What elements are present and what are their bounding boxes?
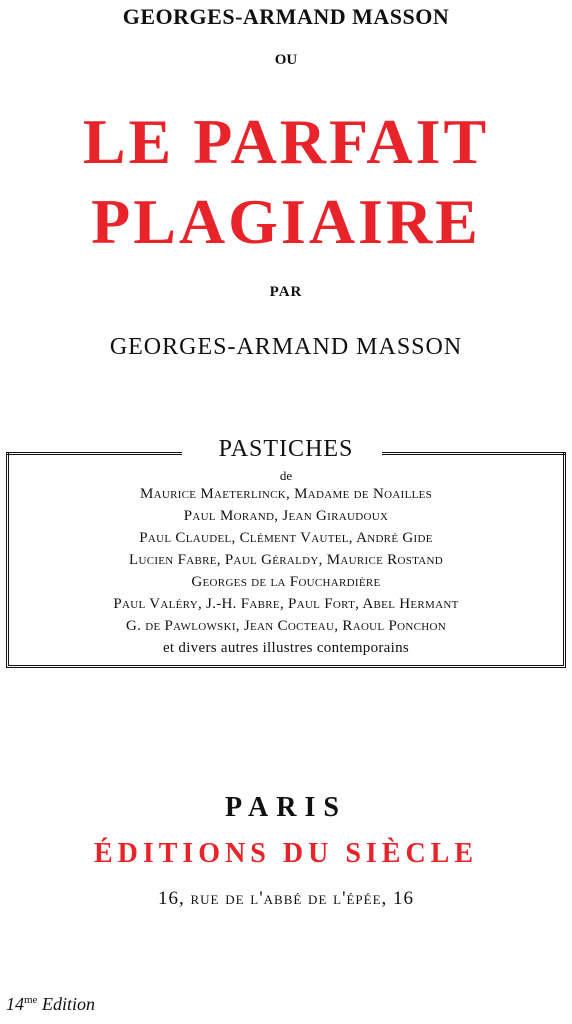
author-name-top: GEORGES-ARMAND MASSON [122, 4, 450, 29]
pastiche-authors-line: G. de Pawlowski, Jean Cocteau, Raoul Ponchon [125, 618, 446, 634]
edition-suffix: me [24, 994, 38, 1006]
edition-number: 14 [6, 994, 24, 1014]
book-title-line-2: PLAGIAIRE [91, 186, 481, 257]
book-title-line-1: LE PARFAIT [82, 106, 490, 177]
ou-conjunction: OU [274, 52, 298, 68]
edition-word: Edition [41, 994, 95, 1014]
pastiche-authors-line: Georges de la Fouchardière [191, 574, 381, 590]
edition-note [6, 994, 95, 1015]
publisher-city: PARIS [225, 792, 347, 823]
pastiche-authors-closing-line: et divers autres illustres contemporains [162, 640, 410, 656]
pastiche-authors-line: Paul Claudel, Clément Vautel, André Gide [139, 530, 433, 546]
pastiche-authors-line: Paul Morand, Jean Giraudoux [183, 508, 389, 524]
pastiche-authors-line: Paul Valéry, J.-H. Fabre, Paul Fort, Abel Hermant [113, 596, 459, 612]
author-name-byline: GEORGES-ARMAND MASSON [109, 334, 463, 360]
publisher-address: 16, rue de l'abbé de l'épée, 16 [157, 888, 415, 909]
de-label: de [279, 468, 293, 483]
publisher-name: ÉDITIONS DU SIÈCLE [93, 838, 479, 869]
par-label: PAR [269, 284, 303, 300]
pastiches-heading: PASTICHES [218, 436, 354, 462]
pastiche-authors-line: Maurice Maeterlinck, Madame de Noailles [139, 486, 433, 502]
pastiche-authors-line: Lucien Fabre, Paul Géraldy, Maurice Rostand [128, 552, 443, 568]
